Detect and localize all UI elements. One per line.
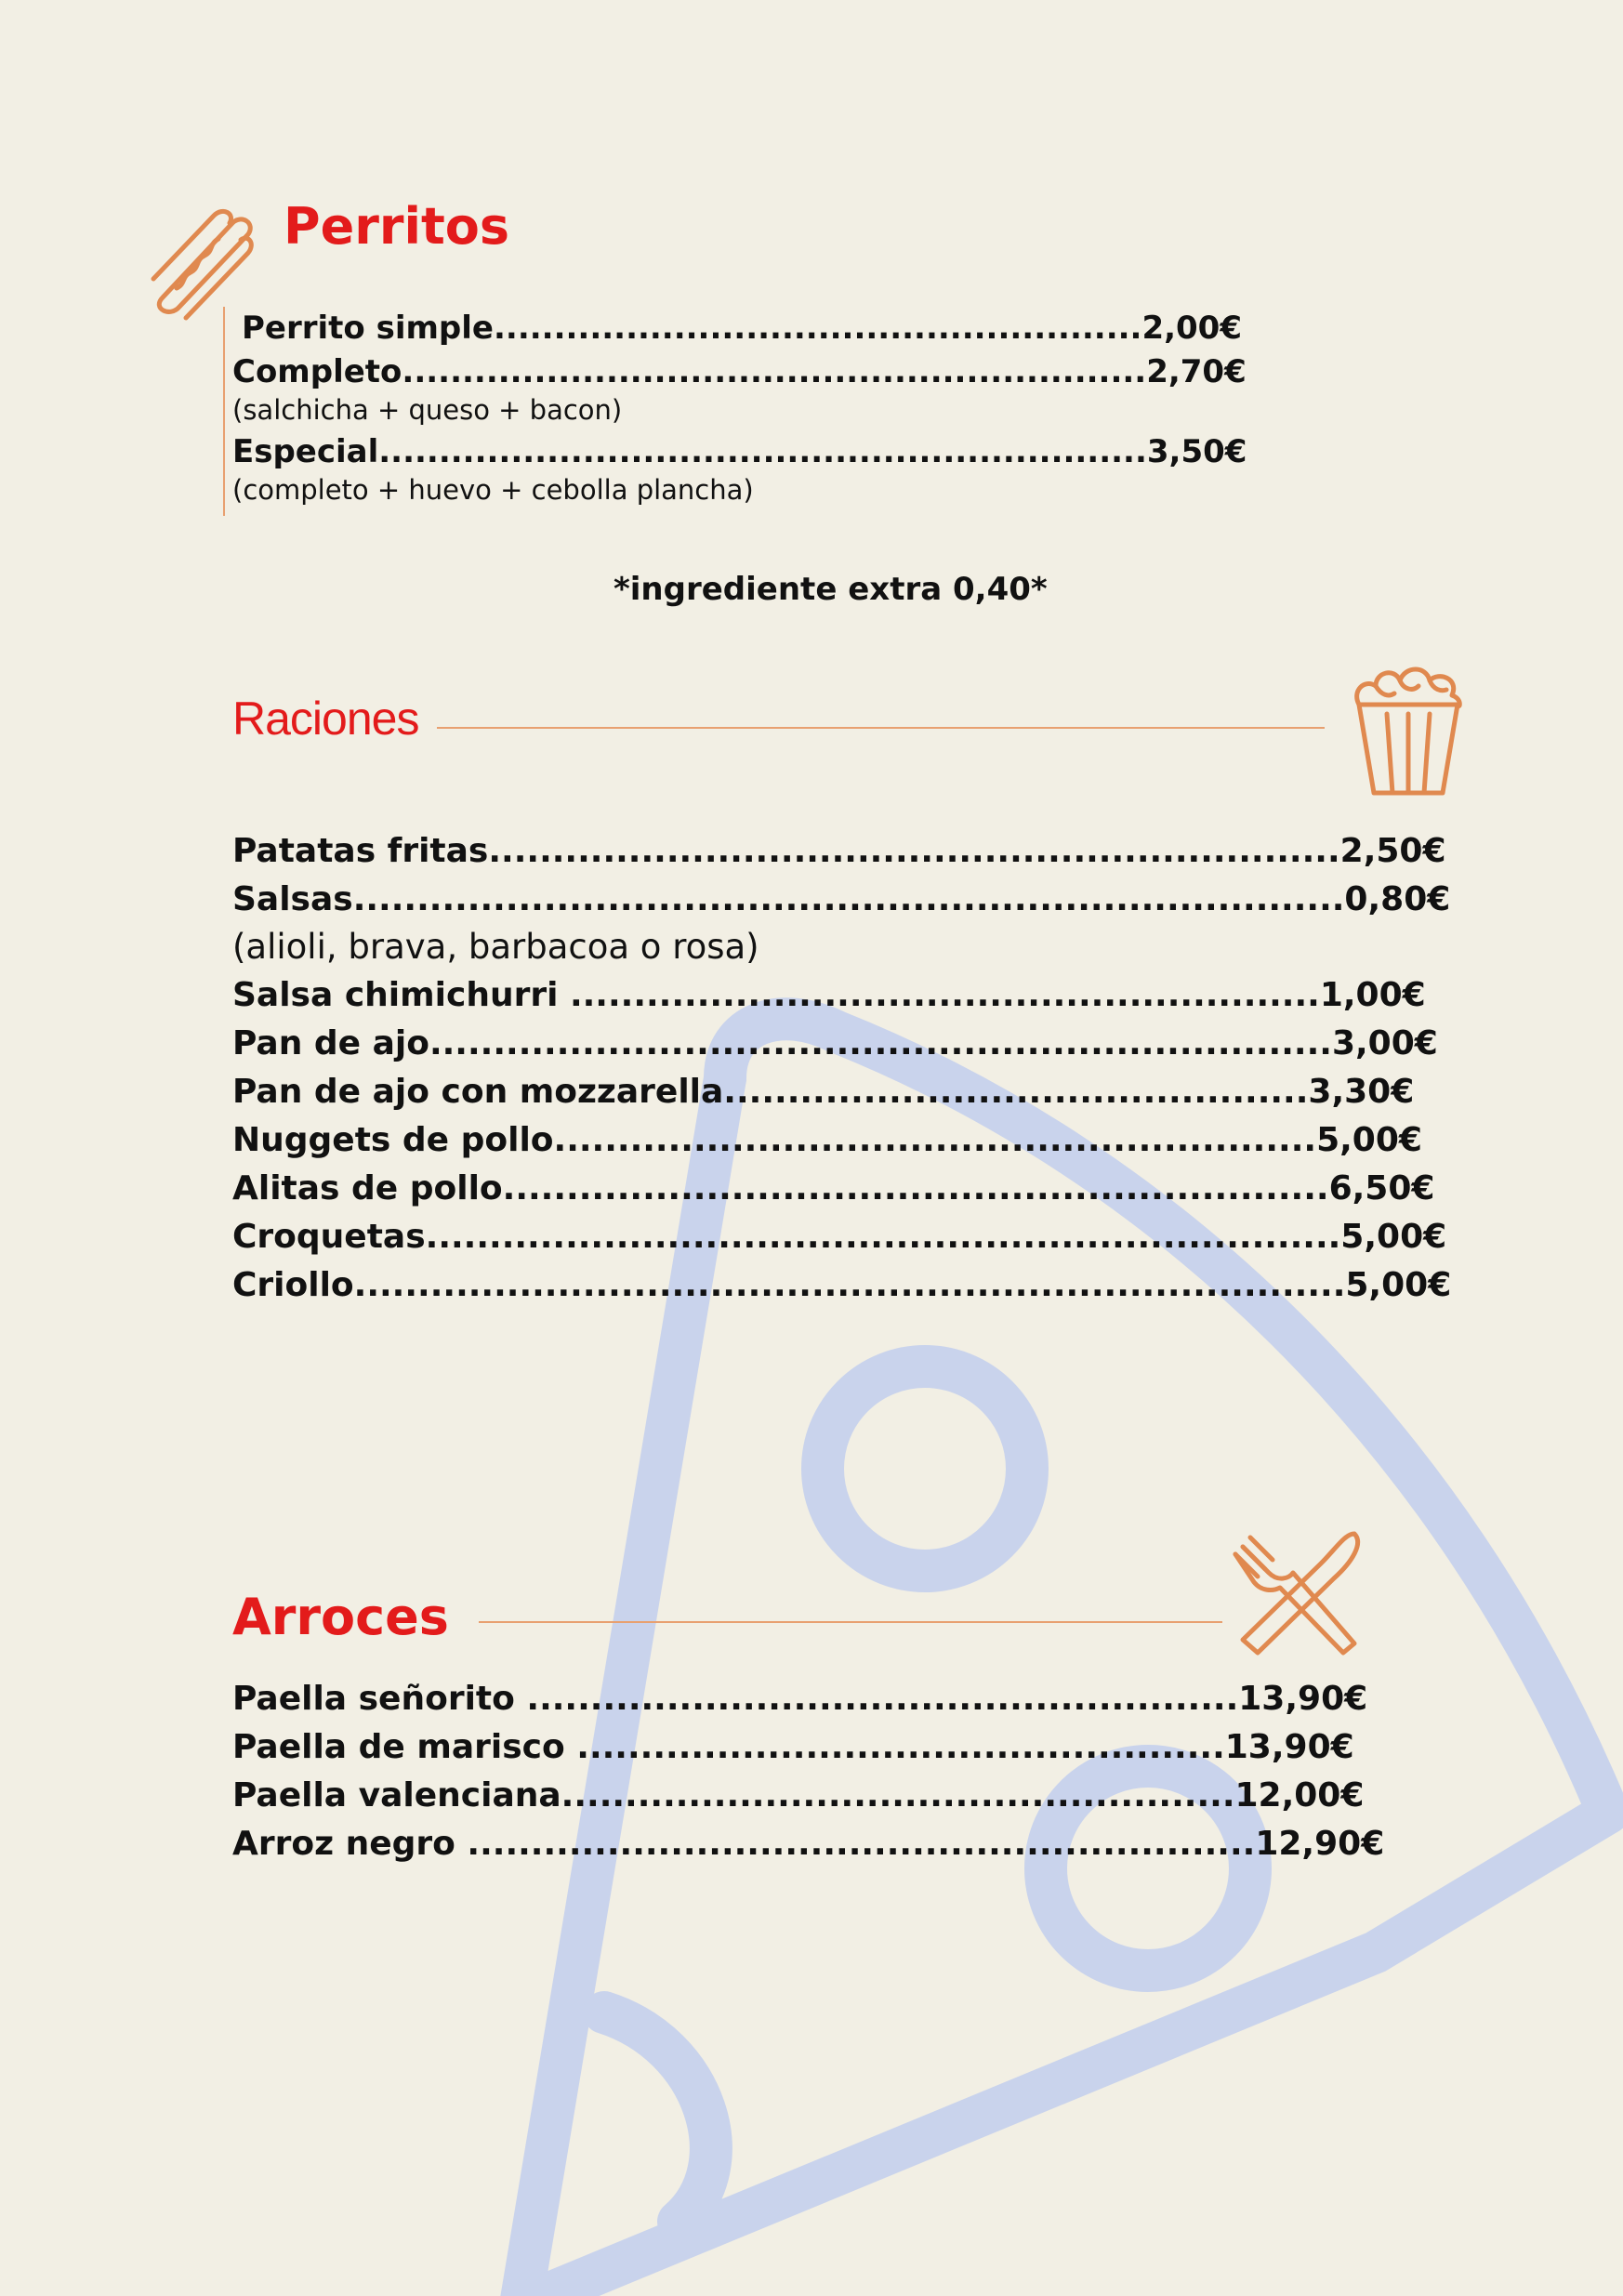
alitas-de-pollo-item: Alitas de pollo.................................................................6,50€ — [232, 1169, 1435, 1207]
raciones-rule — [437, 727, 1325, 729]
paella-de-marisco-item: Paella de marisco ...................................................13,90€ — [232, 1728, 1354, 1766]
especial-note: (completo + huevo + cebolla plancha) — [232, 474, 754, 506]
arroz-negro-item: Arroz negro ..............................................................12,90€ — [232, 1825, 1385, 1863]
patatas-fritas-item: Patatas fritas...................................................................2,50€ — [232, 832, 1446, 870]
arroces-rule — [479, 1621, 1222, 1623]
paella-valenciana-item: Paella valenciana.....................................................12,00€ — [232, 1776, 1365, 1814]
raciones-title: Raciones — [232, 693, 419, 745]
perritos-title: Perritos — [284, 197, 510, 256]
hotdog-icon — [144, 205, 260, 325]
completo-item: Completo..............................................................2,70€ — [232, 353, 1247, 390]
arroces-title: Arroces — [232, 1588, 449, 1646]
extra-ingredient-note: *ingrediente extra 0,40* — [614, 571, 1048, 608]
fork-knife-icon — [1232, 1524, 1366, 1659]
salsa-chimichurri-item: Salsa chimichurri ...........................................................1,00€ — [232, 976, 1426, 1014]
salsas-note: (alioli, brava, barbacoa o rosa) — [232, 927, 759, 967]
perrito-simple-item: Perrito simple......................................................2,00€ — [242, 310, 1242, 347]
salsas-item: Salsas..............................................................................0,80€ — [232, 880, 1451, 918]
criollo-item: Criollo..............................................................................5,00€ — [232, 1266, 1452, 1304]
croquetas-item: Croquetas........................................................................5,00€ — [232, 1218, 1447, 1256]
pan-de-ajo-mozzarella-item: Pan de ajo con mozzarella..............................................3,30€ — [232, 1073, 1415, 1111]
pan-de-ajo-item: Pan de ajo.......................................................................3,00€ — [232, 1024, 1438, 1062]
paella-senorito-item: Paella señorito ........................................................13,90€ — [232, 1680, 1368, 1718]
completo-note: (salchicha + queso + bacon) — [232, 394, 623, 426]
perritos-vertical-rule — [223, 307, 225, 516]
especial-item: Especial................................................................3,50€ — [232, 433, 1247, 470]
nuggets-de-pollo-item: Nuggets de pollo............................................................5,00€ — [232, 1121, 1422, 1159]
popcorn-icon — [1348, 658, 1469, 798]
